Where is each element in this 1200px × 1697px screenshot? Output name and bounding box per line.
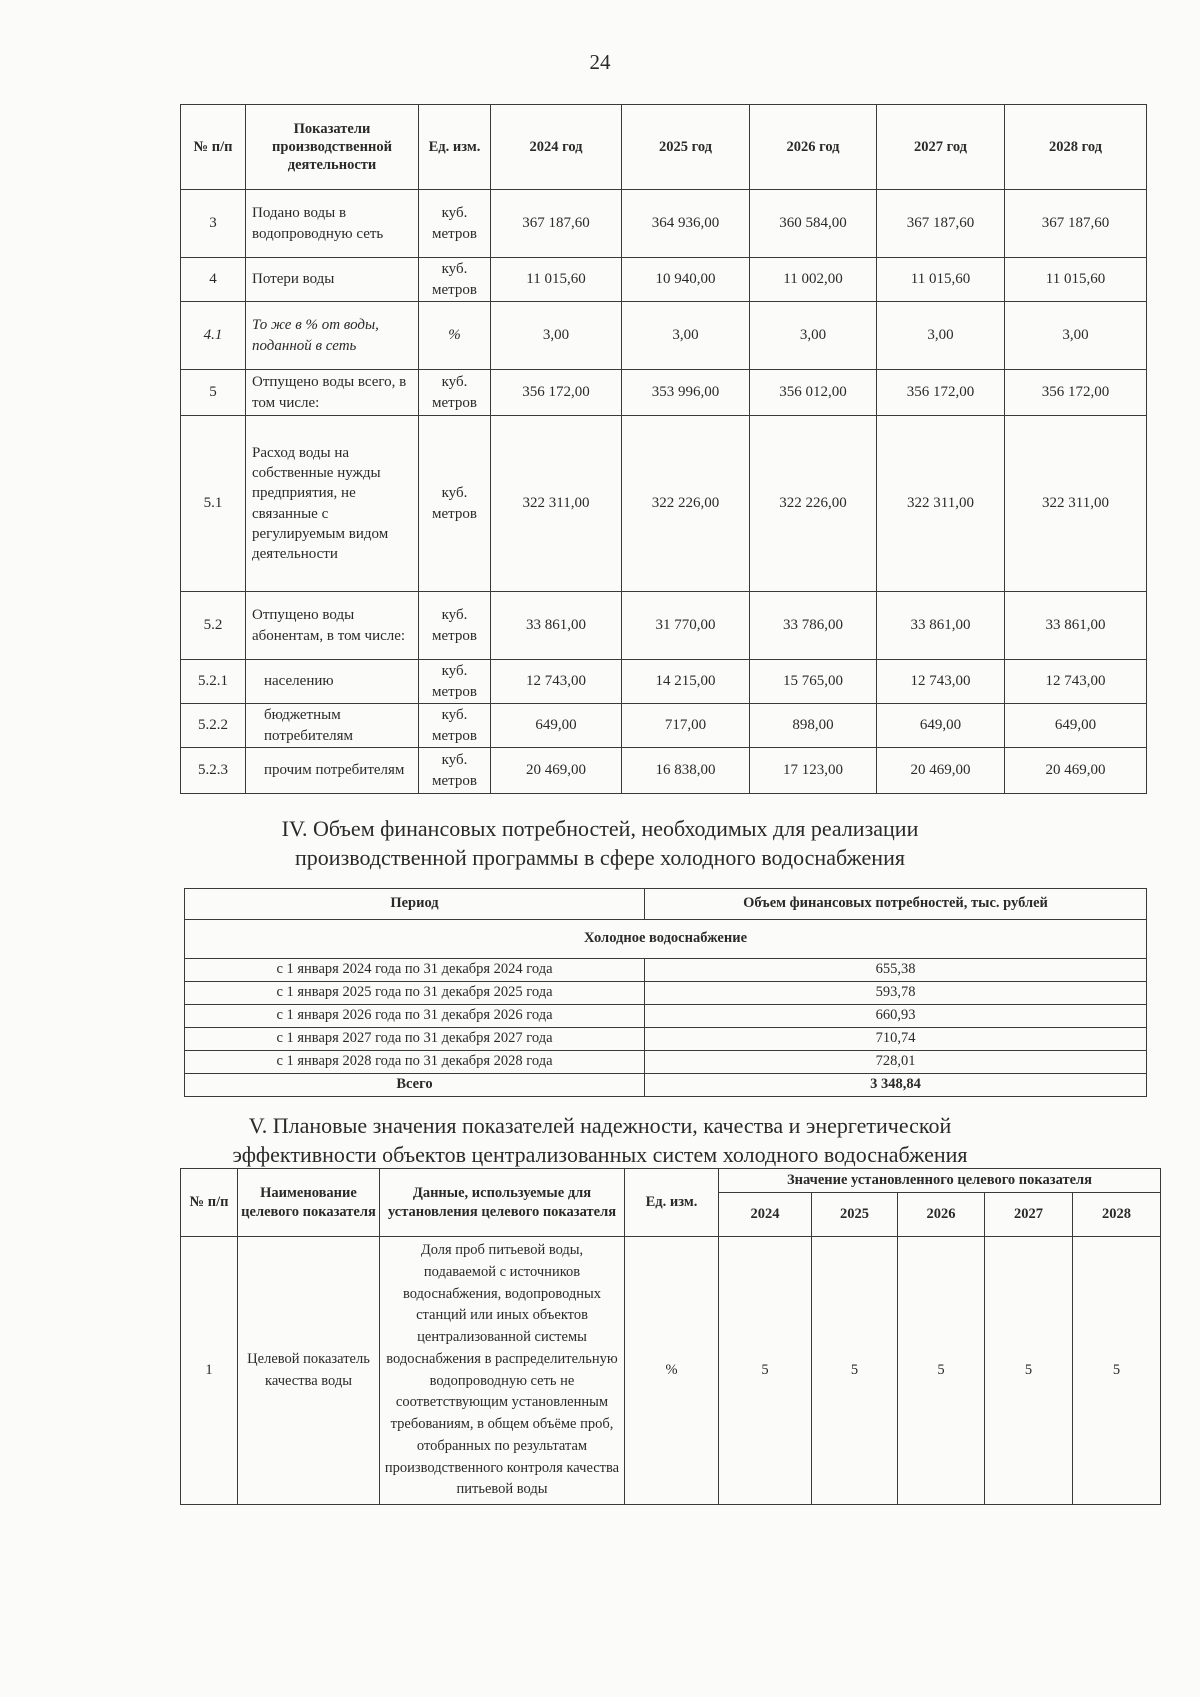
row-value: 898,00 bbox=[750, 704, 877, 748]
col-header-year: 2028 bbox=[1073, 1193, 1161, 1237]
table-header-row bbox=[181, 1169, 1161, 1193]
row-name: прочим потребителям bbox=[246, 748, 419, 794]
row-value: 15 765,00 bbox=[750, 660, 877, 704]
row-unit: куб. метров bbox=[419, 190, 491, 258]
row-value: 31 770,00 bbox=[622, 592, 750, 660]
col-header-amount: Объем финансовых потребностей, тыс. рублей bbox=[645, 889, 1147, 920]
col-header-2024: 2024 год bbox=[491, 105, 622, 190]
row-name: Подано воды в водопроводную сеть bbox=[246, 190, 419, 258]
row-value: 11 015,60 bbox=[491, 258, 622, 302]
col-header-num: № п/п bbox=[181, 1169, 238, 1237]
row-value: 5 bbox=[719, 1237, 812, 1505]
table-row bbox=[181, 660, 1147, 704]
financial-needs-table bbox=[184, 888, 1147, 1097]
total-value: 3 348,84 bbox=[645, 1074, 1147, 1097]
section-4-heading-line1: IV. Объем финансовых потребностей, необходимых для реализации bbox=[281, 816, 919, 841]
row-name: Отпущено воды абонентам, в том числе: bbox=[246, 592, 419, 660]
row-unit: куб. метров bbox=[419, 416, 491, 592]
row-unit: куб. метров bbox=[419, 704, 491, 748]
row-unit: куб. метров bbox=[419, 748, 491, 794]
col-header-num: № п/п bbox=[181, 105, 246, 190]
row-name: Расход воды на собственные нужды предприятия, не связанные с регулируемым видом деятельности bbox=[246, 416, 419, 592]
row-value: 17 123,00 bbox=[750, 748, 877, 794]
row-value: 322 311,00 bbox=[877, 416, 1005, 592]
row-value: 3,00 bbox=[1005, 302, 1147, 370]
total-label: Всего bbox=[185, 1074, 645, 1097]
row-num: 5 bbox=[181, 370, 246, 416]
row-value: 649,00 bbox=[1005, 704, 1147, 748]
col-header-year: 2024 bbox=[719, 1193, 812, 1237]
row-value: 20 469,00 bbox=[1005, 748, 1147, 794]
row-value: 367 187,60 bbox=[1005, 190, 1147, 258]
table-row bbox=[181, 258, 1147, 302]
col-header-year: 2025 bbox=[812, 1193, 898, 1237]
row-unit: куб. метров bbox=[419, 258, 491, 302]
row-value: 12 743,00 bbox=[877, 660, 1005, 704]
row-value: 12 743,00 bbox=[1005, 660, 1147, 704]
target-indicators-table bbox=[180, 1168, 1161, 1505]
row-value: 322 311,00 bbox=[1005, 416, 1147, 592]
row-value: 14 215,00 bbox=[622, 660, 750, 704]
row-value: 5 bbox=[812, 1237, 898, 1505]
table-header-row bbox=[185, 889, 1147, 920]
row-value: 33 861,00 bbox=[877, 592, 1005, 660]
row-value: 3,00 bbox=[491, 302, 622, 370]
row-value: 649,00 bbox=[491, 704, 622, 748]
table-row bbox=[181, 302, 1147, 370]
col-header-data: Данные, используемые для установления целевого показателя bbox=[380, 1169, 625, 1237]
row-value: 360 584,00 bbox=[750, 190, 877, 258]
col-header-year: 2026 bbox=[898, 1193, 985, 1237]
row-name: населению bbox=[246, 660, 419, 704]
row-num: 5.2.3 bbox=[181, 748, 246, 794]
row-value: 11 015,60 bbox=[877, 258, 1005, 302]
row-num: 4.1 bbox=[181, 302, 246, 370]
row-value: 11 002,00 bbox=[750, 258, 877, 302]
col-header-indicator: Показатели производственной деятельности bbox=[246, 105, 419, 190]
section-5-heading-line2: эффективности объектов централизованных систем холодного водоснабжения bbox=[232, 1141, 968, 1167]
row-value: 356 172,00 bbox=[491, 370, 622, 416]
row-name: Отпущено воды всего, в том числе: bbox=[246, 370, 419, 416]
row-data: Доля проб питьевой воды, подаваемой с источников водоснабжения, водопроводных станций или иных объектов централизованной системы водоснабжения в распределительную водопроводную сеть не соответствующим установленным требованиям, в общем объёме проб, отобранных по результатам производственного контроля качества питьевой воды bbox=[380, 1237, 625, 1505]
row-value: 322 226,00 bbox=[622, 416, 750, 592]
production-indicators-table bbox=[180, 104, 1147, 794]
period-cell: с 1 января 2026 года по 31 декабря 2026 года bbox=[185, 1005, 645, 1028]
table-row bbox=[185, 1028, 1147, 1051]
amount-cell: 660,93 bbox=[645, 1005, 1147, 1028]
row-value: 3,00 bbox=[877, 302, 1005, 370]
period-cell: с 1 января 2027 года по 31 декабря 2027 года bbox=[185, 1028, 645, 1051]
row-value: 649,00 bbox=[877, 704, 1005, 748]
row-value: 364 936,00 bbox=[622, 190, 750, 258]
row-unit: куб. метров bbox=[419, 660, 491, 704]
table-row bbox=[181, 592, 1147, 660]
row-value: 11 015,60 bbox=[1005, 258, 1147, 302]
row-value: 356 012,00 bbox=[750, 370, 877, 416]
row-value: 353 996,00 bbox=[622, 370, 750, 416]
row-name: То же в % от воды, поданной в сеть bbox=[246, 302, 419, 370]
table-row bbox=[181, 370, 1147, 416]
row-value: 717,00 bbox=[622, 704, 750, 748]
amount-cell: 728,01 bbox=[645, 1051, 1147, 1074]
section-5-heading-line1: V. Плановые значения показателей надежности, качества и энергетической bbox=[248, 1113, 952, 1138]
table-row bbox=[181, 416, 1147, 592]
amount-cell: 593,78 bbox=[645, 982, 1147, 1005]
col-header-name: Наименование целевого показателя bbox=[238, 1169, 380, 1237]
row-value: 33 786,00 bbox=[750, 592, 877, 660]
row-num: 5.2.2 bbox=[181, 704, 246, 748]
table-row bbox=[181, 190, 1147, 258]
row-value: 5 bbox=[1073, 1237, 1161, 1505]
col-header-2028: 2028 год bbox=[1005, 105, 1147, 190]
row-unit: куб. метров bbox=[419, 592, 491, 660]
row-value: 10 940,00 bbox=[622, 258, 750, 302]
row-num: 4 bbox=[181, 258, 246, 302]
row-value: 20 469,00 bbox=[877, 748, 1005, 794]
row-unit: куб. метров bbox=[419, 370, 491, 416]
section-4-heading-line2: производственной программы в сфере холодного водоснабжения bbox=[295, 844, 905, 870]
row-value: 20 469,00 bbox=[491, 748, 622, 794]
row-unit: % bbox=[419, 302, 491, 370]
row-value: 356 172,00 bbox=[877, 370, 1005, 416]
row-num: 5.2.1 bbox=[181, 660, 246, 704]
row-value: 3,00 bbox=[622, 302, 750, 370]
row-num: 5.2 bbox=[181, 592, 246, 660]
amount-cell: 655,38 bbox=[645, 959, 1147, 982]
row-name: бюджетным потребителям bbox=[246, 704, 419, 748]
table-row bbox=[185, 1005, 1147, 1028]
table-row bbox=[181, 704, 1147, 748]
section-5-heading bbox=[0, 1112, 1200, 1169]
row-num: 5.1 bbox=[181, 416, 246, 592]
row-value: 12 743,00 bbox=[491, 660, 622, 704]
table-header-row bbox=[181, 105, 1147, 190]
group-label: Холодное водоснабжение bbox=[185, 920, 1147, 959]
row-value: 367 187,60 bbox=[877, 190, 1005, 258]
col-header-unit: Ед. изм. bbox=[419, 105, 491, 190]
row-value: 367 187,60 bbox=[491, 190, 622, 258]
row-name: Целевой показатель качества воды bbox=[238, 1237, 380, 1505]
col-header-year: 2027 bbox=[985, 1193, 1073, 1237]
row-value: 356 172,00 bbox=[1005, 370, 1147, 416]
row-num: 1 bbox=[181, 1237, 238, 1505]
row-value: 33 861,00 bbox=[1005, 592, 1147, 660]
col-header-2025: 2025 год bbox=[622, 105, 750, 190]
period-cell: с 1 января 2024 года по 31 декабря 2024 года bbox=[185, 959, 645, 982]
col-header-period: Период bbox=[185, 889, 645, 920]
col-header-2026: 2026 год bbox=[750, 105, 877, 190]
row-value: 16 838,00 bbox=[622, 748, 750, 794]
section-4-heading bbox=[0, 815, 1200, 872]
row-value: 322 226,00 bbox=[750, 416, 877, 592]
row-name: Потери воды bbox=[246, 258, 419, 302]
page-number: 24 bbox=[589, 50, 611, 74]
table-row bbox=[181, 748, 1147, 794]
table-row bbox=[185, 1051, 1147, 1074]
row-value: 5 bbox=[985, 1237, 1073, 1505]
row-value: 5 bbox=[898, 1237, 985, 1505]
col-header-2027: 2027 год bbox=[877, 105, 1005, 190]
period-cell: с 1 января 2025 года по 31 декабря 2025 года bbox=[185, 982, 645, 1005]
col-header-unit: Ед. изм. bbox=[625, 1169, 719, 1237]
row-unit: % bbox=[625, 1237, 719, 1505]
table-row bbox=[185, 982, 1147, 1005]
table-row bbox=[181, 1237, 1161, 1505]
row-value: 322 311,00 bbox=[491, 416, 622, 592]
row-value: 33 861,00 bbox=[491, 592, 622, 660]
group-row bbox=[185, 920, 1147, 959]
period-cell: с 1 января 2028 года по 31 декабря 2028 года bbox=[185, 1051, 645, 1074]
col-header-target-value: Значение установленного целевого показателя bbox=[719, 1169, 1161, 1193]
table-row bbox=[185, 959, 1147, 982]
row-value: 3,00 bbox=[750, 302, 877, 370]
total-row bbox=[185, 1074, 1147, 1097]
row-num: 3 bbox=[181, 190, 246, 258]
amount-cell: 710,74 bbox=[645, 1028, 1147, 1051]
